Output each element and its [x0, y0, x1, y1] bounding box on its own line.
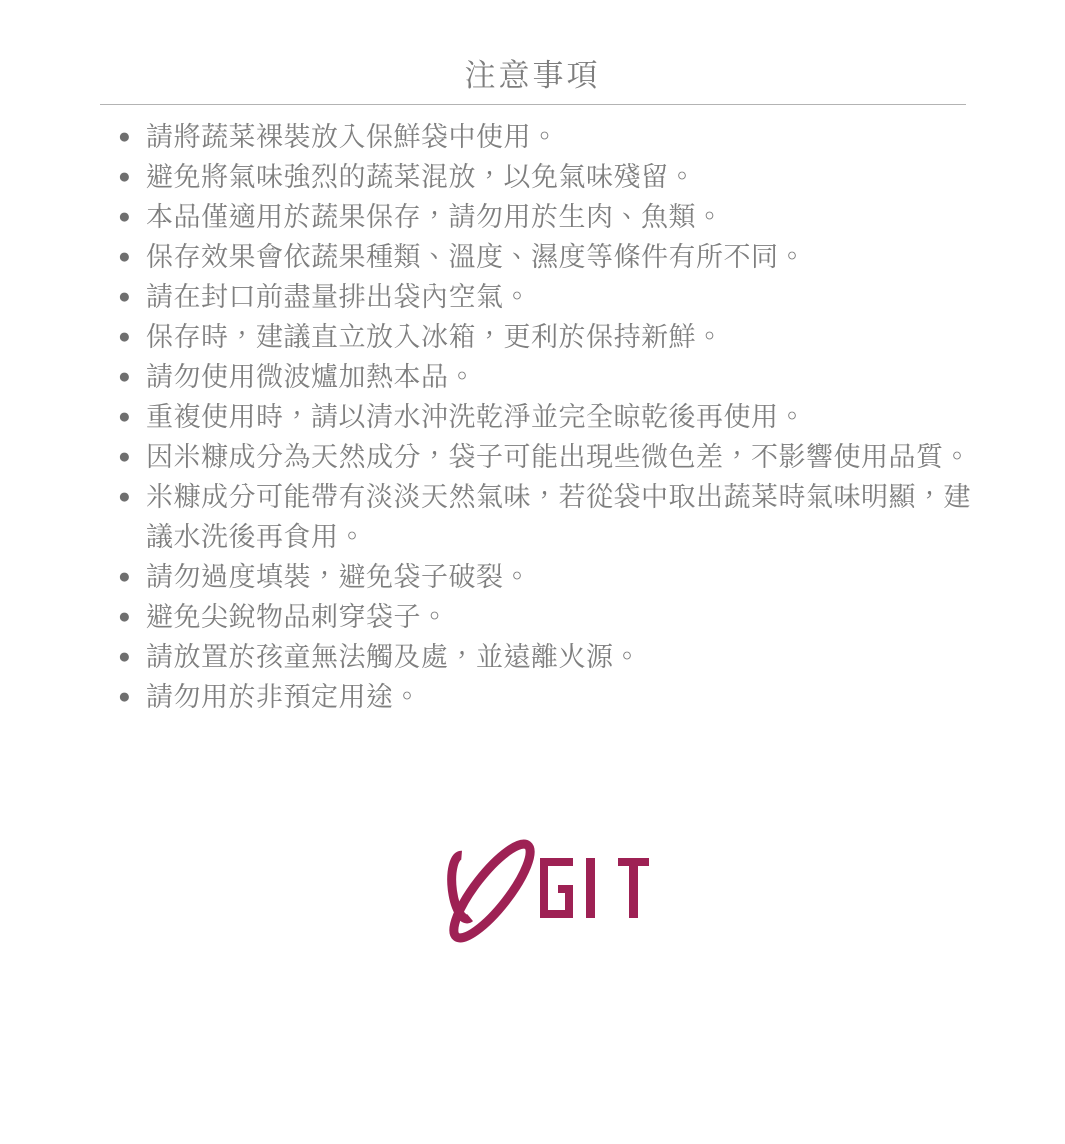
- bullet-icon: ●: [118, 485, 132, 508]
- note-text: 本品僅適用於蔬果保存，請勿用於生肉、魚類。: [146, 202, 724, 232]
- note-text: 保存時，建議直立放入冰箱，更利於保持新鮮。: [146, 322, 724, 352]
- note-item: [118, 197, 980, 237]
- bullet-icon: ●: [118, 165, 132, 188]
- note-text: 請放置於孩童無法觸及處，並遠離火源。: [146, 642, 641, 672]
- note-text: 保存效果會依蔬果種類、溫度、濕度等條件有所不同。: [146, 242, 806, 272]
- bullet-icon: ●: [118, 205, 132, 228]
- bullet-icon: ●: [118, 365, 132, 388]
- note-item: [118, 317, 980, 357]
- note-item: [118, 437, 980, 477]
- page-title: 注意事項: [464, 58, 601, 93]
- note-text: 請在封口前盡量排出袋內空氣。: [146, 282, 531, 312]
- bullet-icon: ●: [118, 685, 132, 708]
- note-item: [118, 117, 980, 157]
- bullet-icon: ●: [118, 405, 132, 428]
- note-item: [118, 677, 980, 717]
- note-item: [118, 637, 980, 677]
- note-item: [118, 397, 980, 437]
- note-item: [118, 477, 980, 557]
- note-text: 重複使用時，請以清水沖洗乾淨並完全晾乾後再使用。: [146, 402, 806, 432]
- note-text: 請勿用於非預定用途。: [146, 682, 421, 712]
- note-text: 米糠成分可能帶有淡淡天然氣味，若從袋中取出蔬菜時氣味明顯，建議水洗後再食用。: [146, 482, 971, 552]
- note-item: [118, 277, 980, 317]
- bullet-icon: ●: [118, 125, 132, 148]
- note-text: 請將蔬菜裸裝放入保鮮袋中使用。: [146, 122, 559, 152]
- bullet-icon: ●: [118, 645, 132, 668]
- bullet-icon: ●: [118, 245, 132, 268]
- note-item: [118, 157, 980, 197]
- logo-g-letter: [540, 858, 573, 918]
- note-text: 避免將氣味強烈的蔬菜混放，以免氣味殘留。: [146, 162, 696, 192]
- note-item: [118, 557, 980, 597]
- title-divider: [100, 104, 966, 105]
- note-text: 請勿過度填裝，避免袋子破裂。: [146, 562, 531, 592]
- note-item: [118, 597, 980, 637]
- note-item: [118, 357, 980, 397]
- note-text: 因米糠成分為天然成分，袋子可能出現些微色差，不影響使用品質。: [146, 442, 971, 472]
- bullet-icon: ●: [118, 445, 132, 468]
- logo-t-letter: [618, 858, 649, 918]
- cogit-logo-image: [432, 823, 662, 963]
- note-item: [118, 237, 980, 277]
- note-text: 避免尖銳物品刺穿袋子。: [146, 602, 449, 632]
- bullet-icon: ●: [118, 605, 132, 628]
- note-text: 請勿使用微波爐加熱本品。: [146, 362, 476, 392]
- bullet-icon: ●: [118, 325, 132, 348]
- brand-logo: [0, 823, 1065, 963]
- bullet-icon: ●: [118, 285, 132, 308]
- notes-list: [118, 117, 980, 717]
- bullet-icon: ●: [118, 565, 132, 588]
- logo-i-letter: [586, 858, 595, 918]
